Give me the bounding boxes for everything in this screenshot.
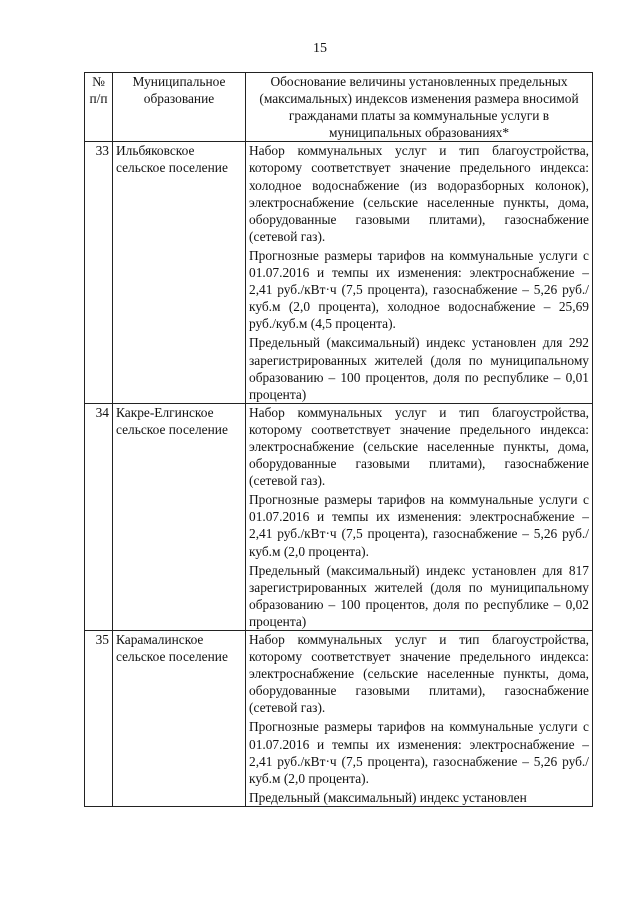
paragraph-index: Предельный (максимальный) индекс установлен для 817 зарегистрированных жителей (доля по муниципальному образованию – 100 процентов, доля по республике – 0,02 процента) [249,562,589,629]
row-municipality: Карамалинское сельское поселение [113,631,246,807]
row-number: 35 [85,631,113,807]
paragraph-services: Набор коммунальных услуг и тип благоустройства, которому соответствует значение предельного индекса: электроснабжение (сельские населенные пункты, дома, оборудованные газовыми плитами), газоснабжение (сетевой газ). [249,632,589,716]
row-municipality: Ильбяковское сельское поселение [113,142,246,403]
paragraph-services: Набор коммунальных услуг и тип благоустройства, которому соответствует значение предельного индекса: холодное водоснабжение (из водоразборных колонок), электроснабжение (сельские населенные пункты, дома, оборудованные газовыми плитами), газоснабжение (сетевой газ). [249,143,589,244]
header-number: № п/п [85,73,113,142]
row-municipality: Какре-Елгинское сельское поселение [113,403,246,630]
row-justification [246,631,593,807]
table-header-row [85,73,593,142]
header-justification: Обоснование величины установленных предельных (максимальных) индексов изменения размера вносимой гражданами платы за коммунальные услуги в муниципальных образованиях* [246,73,593,142]
index-table [84,72,593,807]
header-municipality: Муниципальное образование [113,73,246,142]
paragraph-index: Предельный (максимальный) индекс установлен [249,789,527,805]
paragraph-tariffs: Прогнозные размеры тарифов на коммунальные услуги с 01.07.2016 и темпы их изменения: электроснабжение – 2,41 руб./кВт·ч (7,5 процента), газоснабжение – 5,26 руб./куб.м (2,0 процента). [249,492,589,559]
row-number: 33 [85,142,113,403]
row-justification [246,142,593,403]
row-justification [246,403,593,630]
paragraph-index: Предельный (максимальный) индекс установлен для 292 зарегистрированных жителей (доля по муниципальному образованию – 100 процентов, доля по республике – 0,01 процента) [249,335,589,402]
table-row [85,142,593,403]
paragraph-tariffs: Прогнозные размеры тарифов на коммунальные услуги с 01.07.2016 и темпы их изменения: электроснабжение – 2,41 руб./кВт·ч (7,5 процента), газоснабжение – 5,26 руб./куб.м (2,0 процента). [249,719,589,786]
paragraph-services: Набор коммунальных услуг и тип благоустройства, которому соответствует значение предельного индекса: электроснабжение (сельские населенные пункты, дома, оборудованные газовыми плитами), газоснабжение (сетевой газ). [249,404,589,489]
table-row [85,403,593,630]
paragraph-tariffs: Прогнозные размеры тарифов на коммунальные услуги с 01.07.2016 и темпы их изменения: электроснабжение – 2,41 руб./кВт·ч (7,5 процента), газоснабжение – 5,26 руб./куб.м (2,0 процента), холодное водоснабжение – 25,69 руб./куб.м (4,5 процента). [249,247,589,332]
table-row [85,631,593,807]
page-number: 15 [313,41,327,56]
row-number: 34 [85,403,113,630]
